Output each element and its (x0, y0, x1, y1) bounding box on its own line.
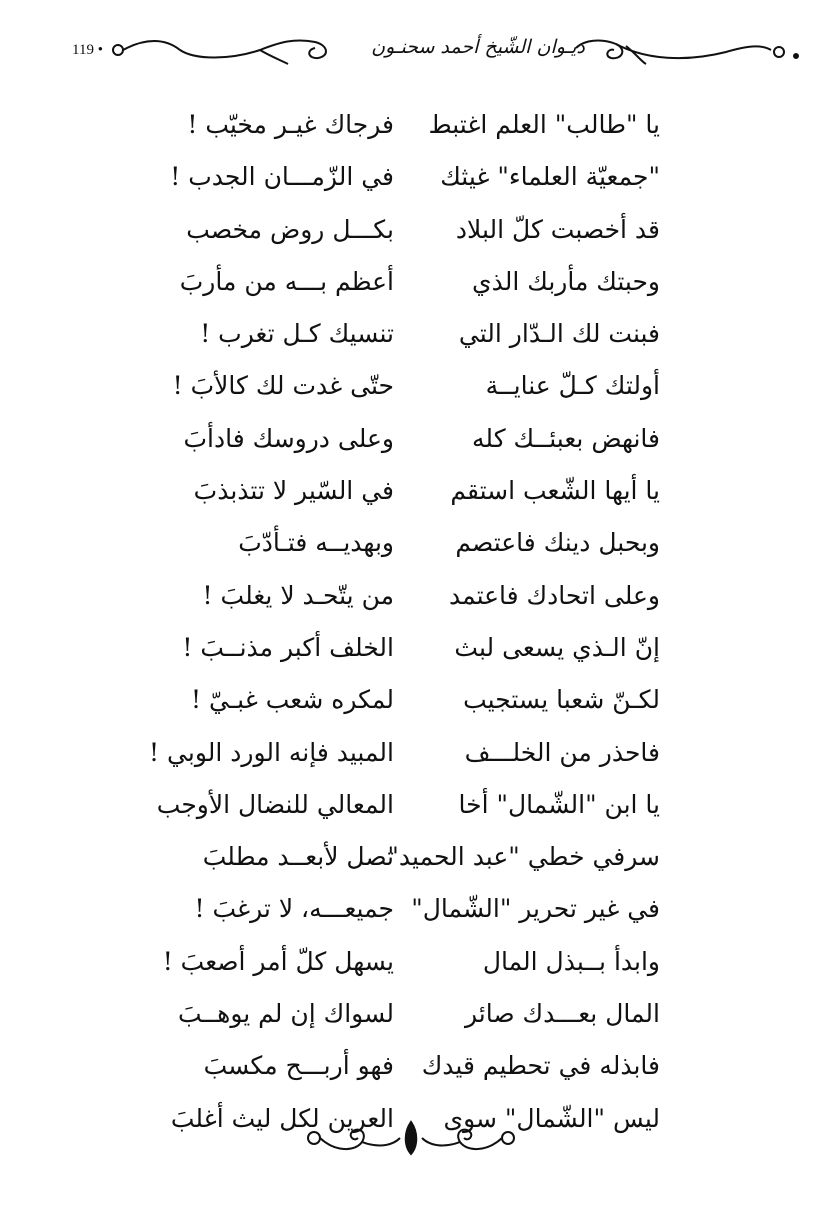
verse-second-hemistich: المعالي للنضال الأوجب (156, 789, 394, 819)
ornament-footer-icon (300, 1118, 522, 1158)
verse-line (156, 780, 660, 832)
verse-second-hemistich: الخلف أكبر مذنــبَ ! (182, 632, 394, 662)
verse-second-hemistich: بكـــل روض مخصب (186, 214, 394, 244)
verse-second-hemistich: في الزّمـــان الجدب ! (170, 162, 394, 192)
verse-first-hemistich: في غير تحرير "الشّمال" (411, 894, 660, 924)
verse-first-hemistich: المال بعـــدك صائر (464, 999, 660, 1029)
verse-second-hemistich: فهو أربـــح مكسبَ (203, 1051, 394, 1081)
verse-first-hemistich: "جمعيّة العلماء" غيثك (440, 162, 660, 192)
verse-second-hemistich: يسهل كلّ أمر أصعبَ ! (162, 946, 394, 976)
verse-first-hemistich: فانهض بعبئــك كله (472, 423, 660, 453)
verse-second-hemistich: تنسيك كـل تغرب ! (200, 319, 394, 349)
verse-line (170, 518, 660, 570)
verse-second-hemistich: في السّير لا تتذبذبَ (193, 476, 394, 506)
verse-second-hemistich: العرين لكل ليث أغلبَ (170, 1103, 394, 1133)
verse-line (170, 414, 660, 466)
verse-second-hemistich: لمكره شعب غبـيّ ! (191, 685, 394, 715)
verse-first-hemistich: وعلى اتحادك فاعتمد (449, 580, 660, 610)
page-header (58, 28, 758, 72)
verse-second-hemistich: تصل لأبعــد مطلبَ (202, 842, 394, 872)
verse-line (149, 728, 660, 780)
verse-first-hemistich: يا أيها الشّعب استقم (450, 476, 660, 506)
running-header-title: ديـوان الشّيخ أحمد سحنـون (371, 36, 585, 58)
verse-line (170, 989, 660, 1041)
verse-first-hemistich: فابذله في تحطيم قيدك (421, 1051, 660, 1081)
verse-second-hemistich: أعظم بـــه من مأربَ (179, 266, 394, 296)
verse-line (170, 361, 660, 413)
verse-second-hemistich: وبهديــه فتـأدّبَ (238, 528, 394, 558)
verse-first-hemistich: أولتك كـلّ عنايــة (485, 371, 660, 401)
verse-first-hemistich: يا ابن "الشّمال" أخا (458, 789, 660, 819)
verse-first-hemistich: وحبتك مأربك الذي (472, 266, 660, 296)
verse-line (170, 1041, 660, 1093)
verse-first-hemistich: فبنت لك الـدّار التي (458, 319, 660, 349)
verse-first-hemistich: إنّ الـذي يسعى لبث (454, 632, 660, 662)
verse-first-hemistich: فاحذر من الخلـــف (464, 737, 660, 767)
verse-first-hemistich: سرفي خطي "عبد الحميد" (387, 842, 660, 872)
verse-first-hemistich: يا "طالب" العلم اغتبط (428, 110, 660, 139)
verse-second-hemistich: حتّى غدت لك كالأبَ ! (172, 371, 394, 401)
verse-first-hemistich: ليس "الشّمال" سوى (443, 1103, 660, 1133)
poem-verses (149, 100, 660, 1146)
verse-line (170, 257, 660, 309)
verse-line (162, 937, 660, 989)
verse-line (170, 884, 660, 936)
page-number: 119 • (72, 42, 103, 58)
verse-second-hemistich: وعلى دروسك فادأبَ (183, 423, 394, 453)
verse-second-hemistich: لسواك إن لم يوهــبَ (177, 999, 394, 1029)
verse-second-hemistich: فرجاك غيـر مخيّب ! (187, 110, 394, 139)
verse-line (170, 309, 660, 361)
verse-line (170, 675, 660, 727)
verse-line (170, 152, 660, 204)
verse-line (170, 832, 660, 884)
verse-first-hemistich: وبحبل دينك فاعتصم (455, 528, 660, 558)
verse-line (170, 466, 660, 518)
verse-line (170, 205, 660, 257)
verse-second-hemistich: من يتّحـد لا يغلبَ ! (202, 580, 394, 610)
verse-second-hemistich: المبيد فإنه الورد الوبي ! (149, 737, 394, 767)
verse-first-hemistich: لكـنّ شعبا يستجيب (463, 685, 660, 715)
ornament-flourish-left (110, 34, 335, 66)
ornament-flourish-right (566, 34, 806, 66)
verse-line (170, 571, 660, 623)
verse-first-hemistich: قد أخصبت كلّ البلاد (455, 214, 660, 244)
verse-line (170, 100, 660, 152)
verse-line (170, 623, 660, 675)
verse-second-hemistich: جميعـــه، لا ترغبَ ! (194, 894, 394, 924)
verse-first-hemistich: وابدأ بــبذل المال (482, 946, 660, 976)
